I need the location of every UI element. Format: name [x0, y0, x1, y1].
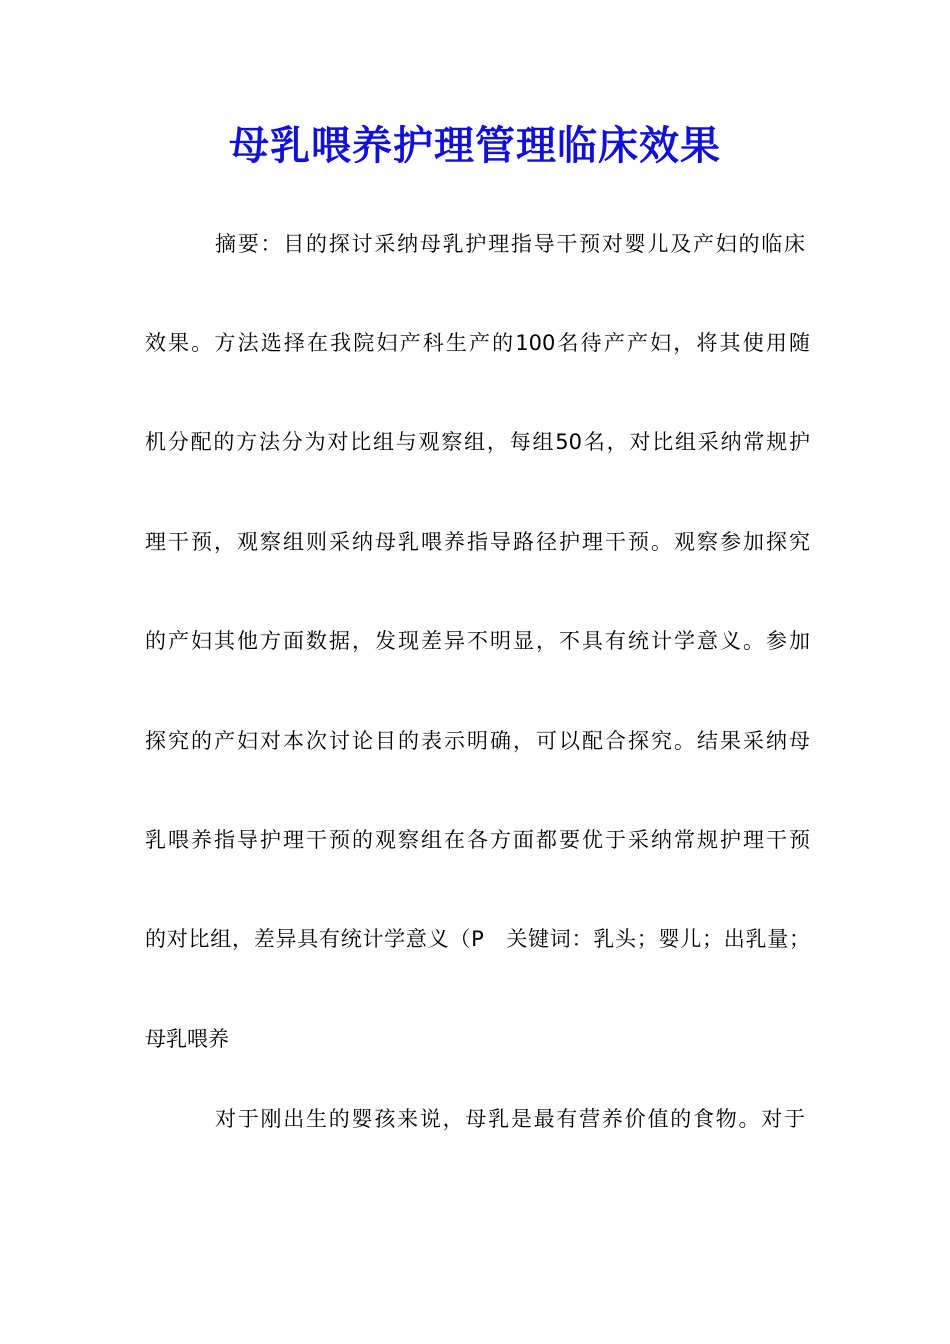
abstract-line: 理干预，观察组则采纳母乳喂养指导路径护理干预。观察参加探究	[145, 530, 810, 554]
abstract-line: 效果。方法选择在我院妇产科生产的100名待产产妇，将其使用随	[145, 331, 810, 355]
abstract-line: 摘要：目的探讨采纳母乳护理指导干预对婴儿及产妇的临床	[215, 232, 805, 256]
abstract-line: 的产妇其他方面数据，发现差异不明显，不具有统计学意义。参加	[145, 629, 810, 653]
abstract-line: 的对比组，差异具有统计学意义（P 关键词：乳头；婴儿；出乳量；	[145, 927, 810, 951]
body-paragraph-line: 对于刚出生的婴孩来说，母乳是最有营养价值的食物。对于	[215, 1107, 805, 1131]
abstract-line: 探究的产妇对本次讨论目的表示明确，可以配合探究。结果采纳母	[145, 729, 810, 753]
abstract-line: 乳喂养指导护理干预的观察组在各方面都要优于采纳常规护理干预	[145, 828, 810, 852]
document-title: 母乳喂养护理管理临床效果	[229, 122, 721, 169]
keywords-line: 母乳喂养	[145, 1027, 229, 1051]
abstract-line: 机分配的方法分为对比组与观察组，每组50名，对比组采纳常规护	[145, 430, 810, 454]
